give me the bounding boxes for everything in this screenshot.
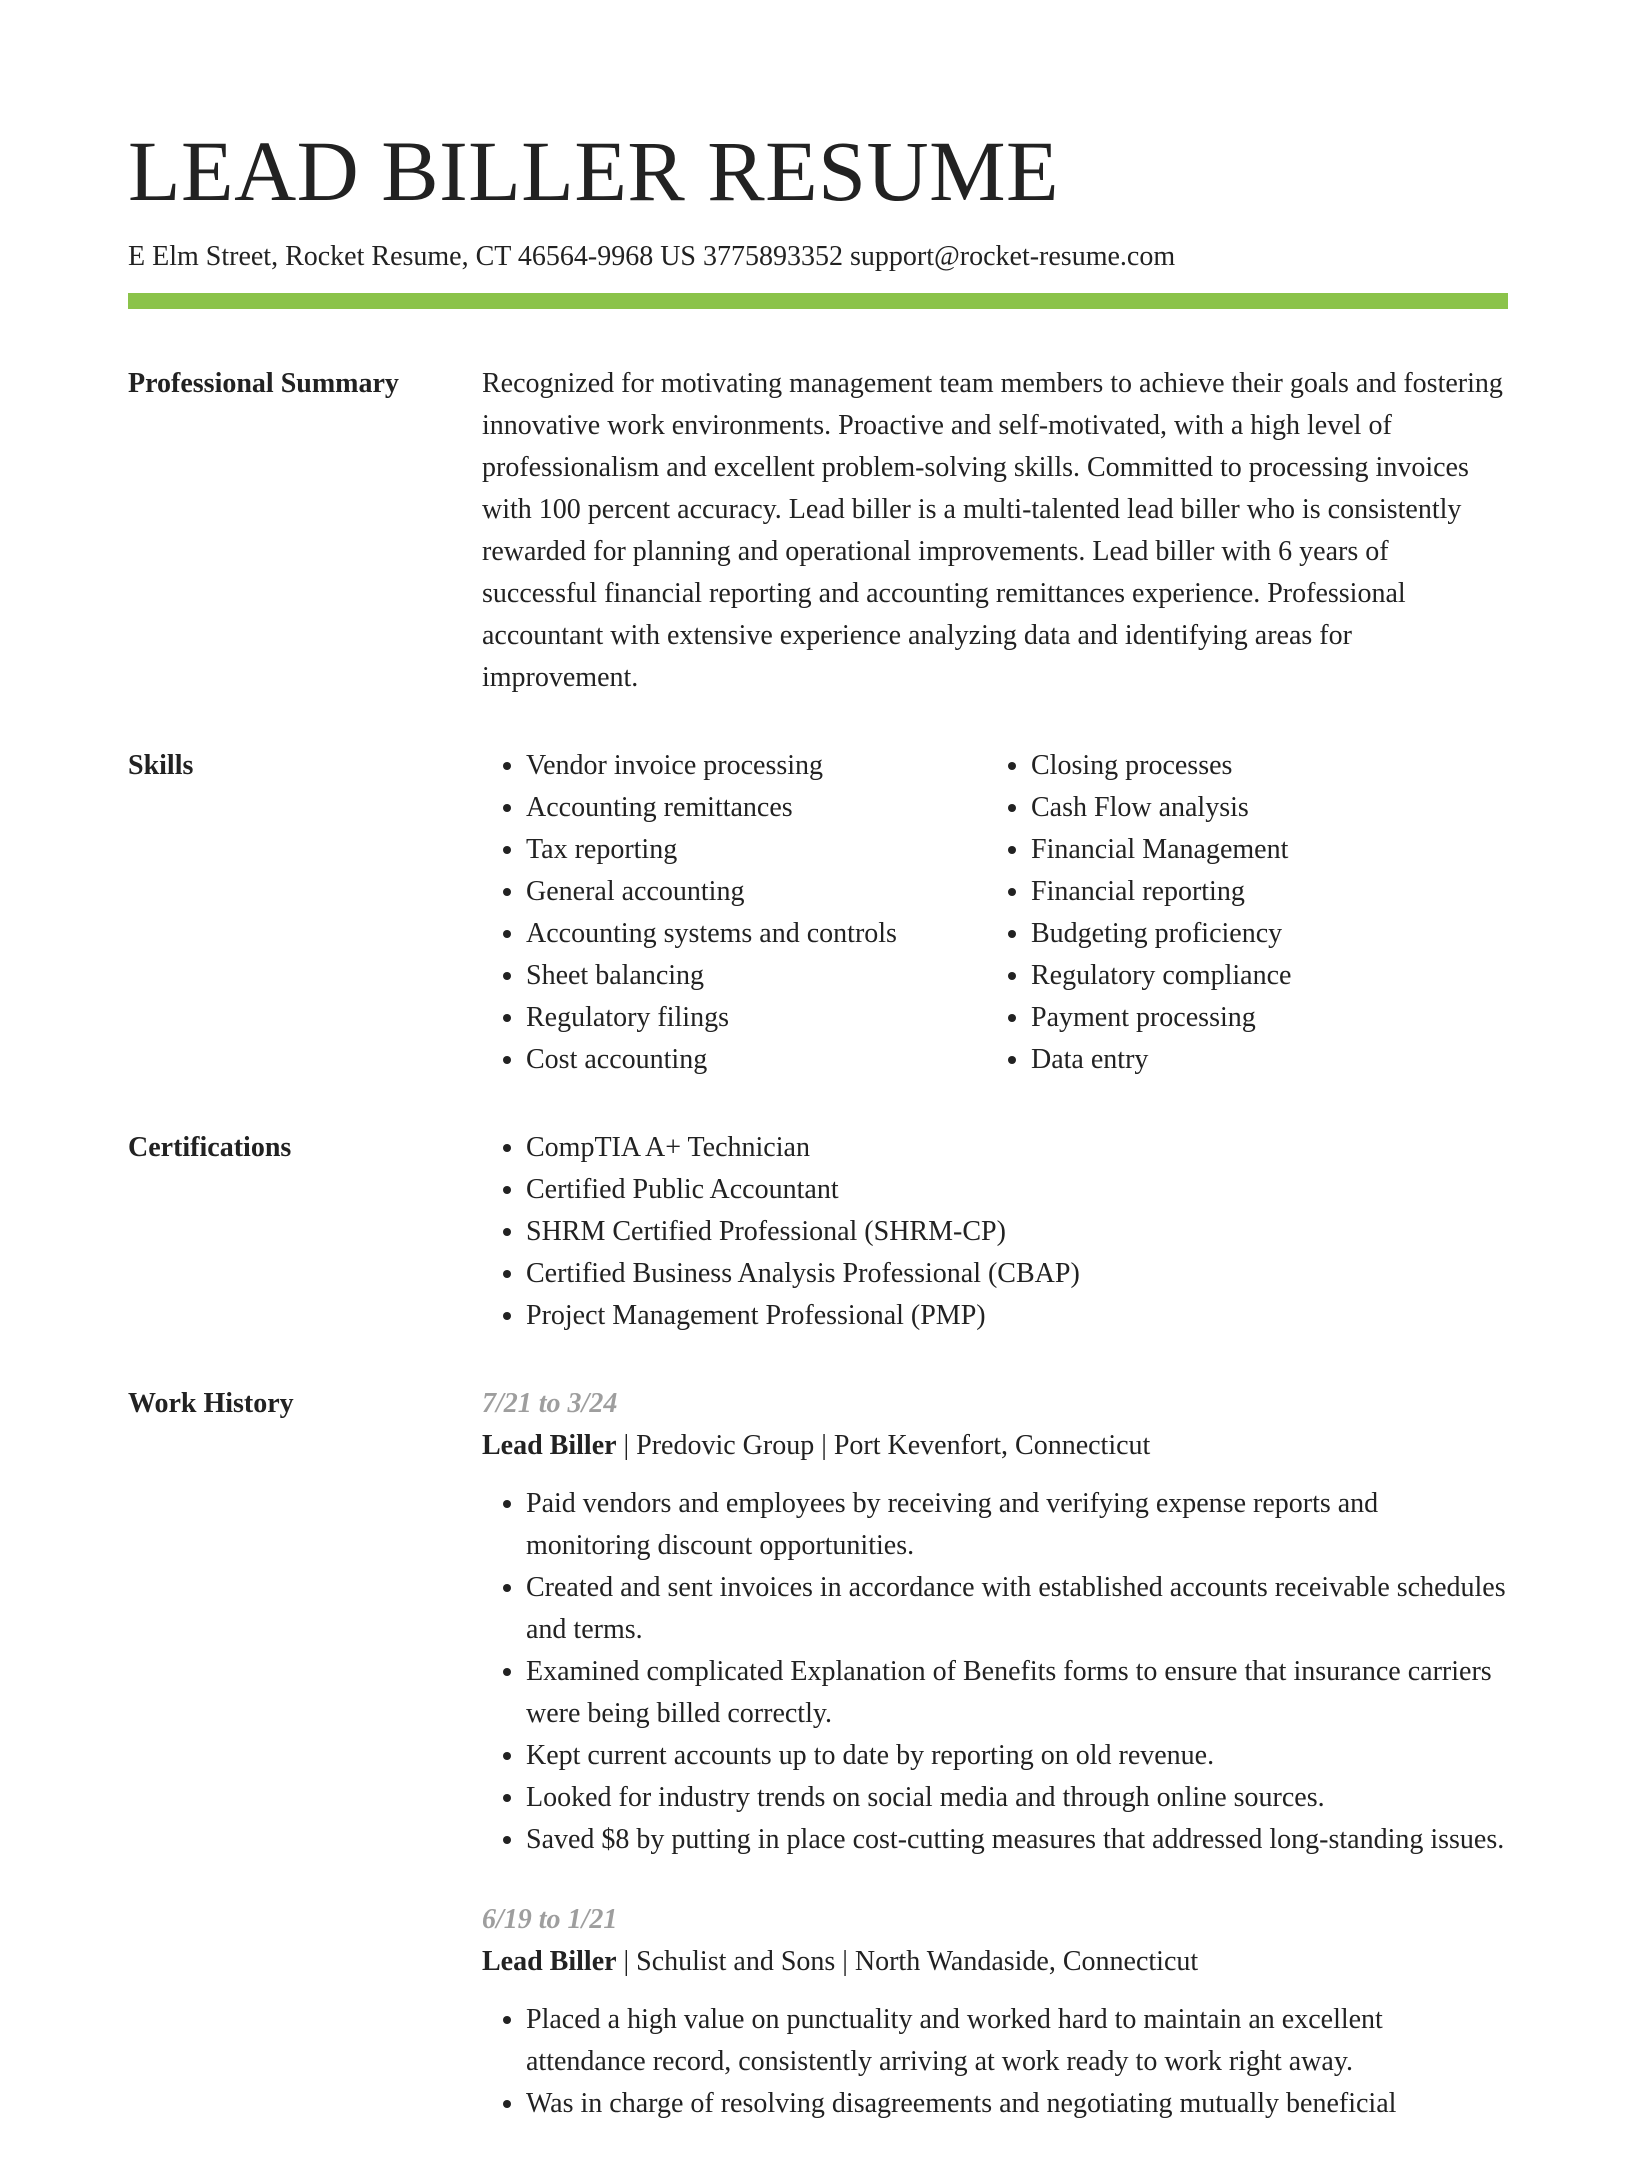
header-divider bbox=[128, 293, 1508, 309]
skill-item: • Closing processes bbox=[1031, 745, 1508, 787]
skills-list-right bbox=[987, 745, 1508, 1081]
skill-item: • Budgeting proficiency bbox=[1031, 913, 1508, 955]
skill-item: • Cash Flow analysis bbox=[1031, 787, 1508, 829]
skill-item: • Payment processing bbox=[1031, 997, 1508, 1039]
skill-item: • Accounting systems and controls bbox=[526, 913, 987, 955]
section-label-certifications: Certifications bbox=[128, 1132, 292, 1163]
certifications-section bbox=[128, 1127, 1508, 1337]
section-label-work-history: Work History bbox=[128, 1388, 294, 1419]
skill-item: • Accounting remittances bbox=[526, 787, 987, 829]
job-bullet: • Created and sent invoices in accordance with established accounts receivable schedules and terms. bbox=[526, 1567, 1508, 1651]
job-bullets bbox=[482, 1999, 1508, 2125]
summary-section bbox=[128, 363, 1508, 699]
certification-item: • SHRM Certified Professional (SHRM-CP) bbox=[526, 1211, 1508, 1253]
contact-line: E Elm Street, Rocket Resume, CT 46564-9968 US 3775893352 support@rocket-resume.com bbox=[128, 241, 1176, 272]
job-bullets bbox=[482, 1483, 1508, 1861]
job-entry bbox=[482, 1383, 1508, 1861]
job-bullet: • Kept current accounts up to date by reporting on old revenue. bbox=[526, 1735, 1508, 1777]
skill-item: • Cost accounting bbox=[526, 1039, 987, 1081]
certification-item: • Certified Public Accountant bbox=[526, 1169, 1508, 1211]
job-bullet: • Looked for industry trends on social media and through online sources. bbox=[526, 1777, 1508, 1819]
skill-item: • Financial Management bbox=[1031, 829, 1508, 871]
certifications-list bbox=[482, 1127, 1508, 1337]
skill-item: • General accounting bbox=[526, 871, 987, 913]
certification-item: • Project Management Professional (PMP) bbox=[526, 1295, 1508, 1337]
job-bullet: • Saved $8 by putting in place cost-cutting measures that addressed long-standing issues. bbox=[526, 1819, 1508, 1861]
job-bullet: • Examined complicated Explanation of Benefits forms to ensure that insurance carriers were being billed correctly. bbox=[526, 1651, 1508, 1735]
job-heading bbox=[482, 1941, 1508, 1983]
skill-item: • Data entry bbox=[1031, 1039, 1508, 1081]
summary-text: Recognized for motivating management team members to achieve their goals and fostering innovative work environments. Proactive and self-motivated, with a high level of professionalism and excellent problem-solving skills. Committed to processing invoices with 100 percent accuracy. Lead biller is a multi-talented lead biller who is consistently rewarded for planning and operational improvements. Lead biller with 6 years of successful financial reporting and accounting remittances experience. Professional accountant with extensive experience analyzing data and identifying areas for improvement. bbox=[482, 368, 1503, 693]
job-company-location: | Predovic Group | Port Kevenfort, Connecticut bbox=[616, 1430, 1151, 1461]
job-entry bbox=[482, 1899, 1508, 2125]
job-title: Lead Biller bbox=[482, 1430, 617, 1461]
resume-title: LEAD BILLER RESUME bbox=[128, 123, 1060, 219]
section-label-summary: Professional Summary bbox=[128, 368, 399, 399]
certification-item: • Certified Business Analysis Professional (CBAP) bbox=[526, 1253, 1508, 1295]
job-dates: 6/19 to 1/21 bbox=[482, 1904, 618, 1935]
work-history-section bbox=[128, 1383, 1508, 2163]
resume-page bbox=[128, 0, 1508, 2163]
skills-section bbox=[128, 745, 1508, 1081]
job-bullet: • Paid vendors and employees by receiving and verifying expense reports and monitoring discount opportunities. bbox=[526, 1483, 1508, 1567]
skills-list-left bbox=[482, 745, 987, 1081]
job-bullet: • Was in charge of resolving disagreements and negotiating mutually beneficial bbox=[526, 2083, 1508, 2125]
job-bullet: • Placed a high value on punctuality and worked hard to maintain an excellent attendance record, consistently arriving at work ready to work right away. bbox=[526, 1999, 1508, 2083]
skill-item: • Sheet balancing bbox=[526, 955, 987, 997]
skill-item: • Regulatory filings bbox=[526, 997, 987, 1039]
skill-item: • Financial reporting bbox=[1031, 871, 1508, 913]
skill-item: • Regulatory compliance bbox=[1031, 955, 1508, 997]
job-company-location: | Schulist and Sons | North Wandaside, Connecticut bbox=[616, 1946, 1199, 1977]
job-dates: 7/21 to 3/24 bbox=[482, 1388, 618, 1419]
skill-item: • Vendor invoice processing bbox=[526, 745, 987, 787]
job-title: Lead Biller bbox=[482, 1946, 617, 1977]
section-label-skills: Skills bbox=[128, 750, 194, 781]
job-heading bbox=[482, 1425, 1508, 1467]
certification-item: • CompTIA A+ Technician bbox=[526, 1127, 1508, 1169]
skill-item: • Tax reporting bbox=[526, 829, 987, 871]
